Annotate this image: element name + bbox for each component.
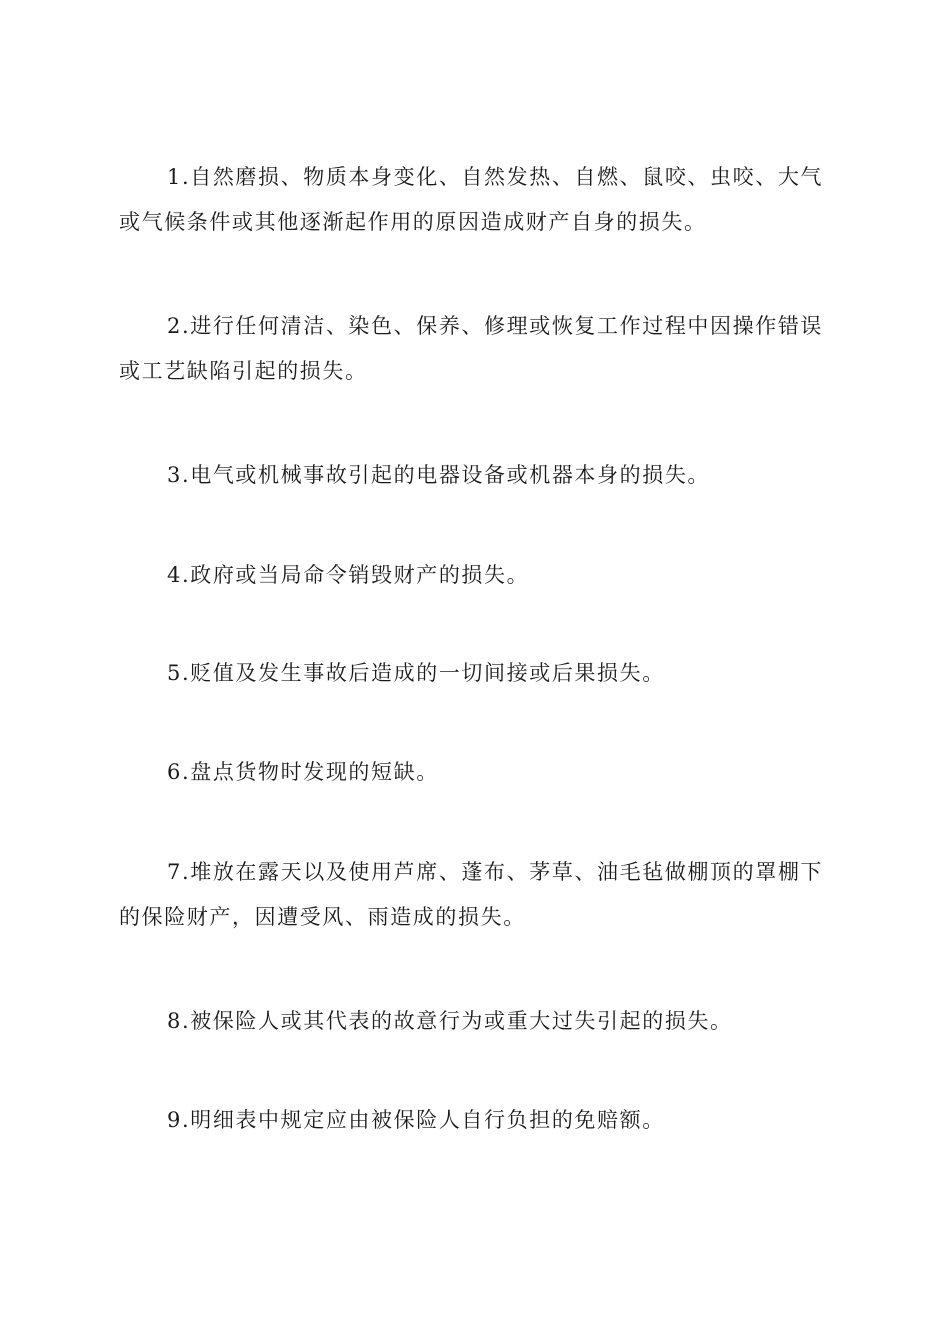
exclusion-item-4: 4.政府或当局命令销毁财产的损失。 [167, 563, 530, 587]
exclusion-item-3: 3.电气或机械事故引起的电器设备或机器本身的损失。 [167, 463, 711, 487]
exclusion-item-5: 5.贬值及发生事故后造成的一切间接或后果损失。 [167, 661, 665, 685]
exclusion-item-8: 8.被保险人或其代表的故意行为或重大过失引起的损失。 [167, 1009, 733, 1033]
exclusion-item-7: 7.堆放在露天以及使用芦席、蓬布、茅草、油毛毡做棚顶的罩棚下的保险财产，因遭受风、雨造成的损失。 [119, 860, 824, 929]
exclusion-item-9: 9.明细表中规定应由被保险人自行负担的免赔额。 [167, 1108, 665, 1132]
exclusion-item-2: 2.进行任何清洁、染色、保养、修理或恢复工作过程中因操作错误或工艺缺陷引起的损失。 [119, 314, 824, 383]
exclusion-item-6: 6.盘点货物时发现的短缺。 [167, 760, 439, 784]
exclusion-item-1: 1.自然磨损、物质本身变化、自然发热、自燃、鼠咬、虫咬、大气或气候条件或其他逐渐起作用的原因造成财产自身的损失。 [119, 165, 824, 234]
